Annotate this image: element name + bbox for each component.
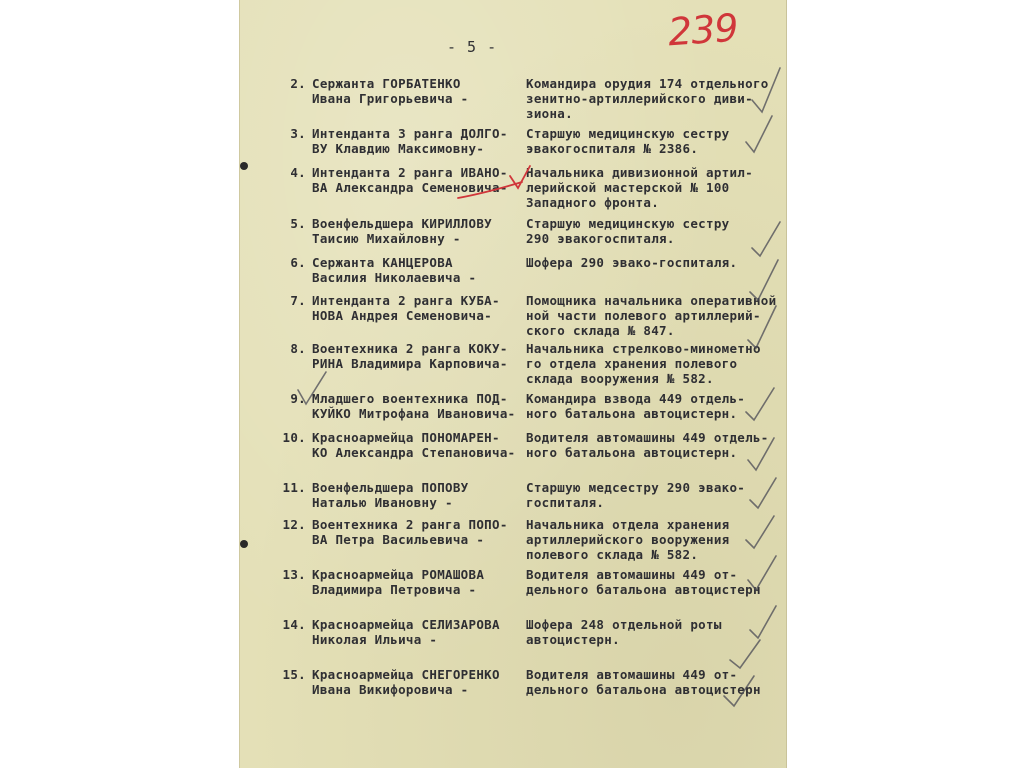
entry-number: 14. xyxy=(282,617,306,632)
recipient-line: Интенданта 3 ранга ДОЛГО- xyxy=(312,126,508,141)
entry-number: 12. xyxy=(282,517,306,532)
recipient-line: Сержанта КАНЦЕРОВА xyxy=(312,255,453,270)
position-line: эвакогоспиталя № 2386. xyxy=(526,141,699,156)
recipient-line: Красноармейца СНЕГОРЕНКО xyxy=(312,667,500,682)
recipient-line: Интенданта 2 ранга КУБА- xyxy=(312,293,500,308)
position-line: Водителя автомашины 449 от- xyxy=(526,667,738,682)
recipient-line: Ивана Викифоровича - xyxy=(312,682,469,697)
entry-number: 2. xyxy=(290,76,306,91)
check-mark xyxy=(724,676,754,706)
page-number: - 5 - xyxy=(447,38,498,56)
check-mark xyxy=(746,116,772,152)
position-line: артиллерийского вооружения xyxy=(526,532,730,547)
entry-number: 6. xyxy=(290,255,306,270)
check-mark xyxy=(750,478,776,508)
position-line: Командира взвода 449 отдель- xyxy=(526,391,746,406)
position-line: дельного батальона автоцистерн xyxy=(526,682,761,697)
position-line: 290 эвакогоспиталя. xyxy=(526,231,675,246)
recipient-line: Таисию Михайловну - xyxy=(312,231,461,246)
recipient-line: ВА Александра Семеновича- xyxy=(312,180,508,195)
position-line: Шофера 248 отдельной роты xyxy=(526,617,722,632)
position-line: полевого склада № 582. xyxy=(526,547,699,562)
position-line: автоцистерн. xyxy=(526,632,620,647)
entry-number: 3. xyxy=(290,126,306,141)
position-line: Старшую медсестру 290 эвако- xyxy=(526,480,746,495)
position-line: Помощника начальника оперативной xyxy=(526,293,777,308)
check-mark xyxy=(748,306,776,348)
recipient-line: Младшего воентехника ПОД- xyxy=(312,391,508,406)
position-line: Западного фронта. xyxy=(526,195,660,210)
archive-number-handwritten: 239 xyxy=(666,5,739,55)
recipient-line: РИНА Владимира Карповича- xyxy=(312,356,508,371)
recipient-line: Военфельдшера КИРИЛЛОВУ xyxy=(312,216,492,231)
check-mark xyxy=(746,388,774,420)
check-mark xyxy=(298,372,326,404)
recipient-line: Василия Николаевича - xyxy=(312,270,477,285)
position-line: Начальника стрелково-минометно xyxy=(526,341,761,356)
recipient-line: Наталью Ивановну - xyxy=(312,495,453,510)
red-underline xyxy=(458,182,522,198)
position-line: Водителя автомашины 449 от- xyxy=(526,567,738,582)
position-line: склада вооружения № 582. xyxy=(526,371,714,386)
position-line: Старшую медицинскую сестру xyxy=(526,216,730,231)
recipient-line: ВА Петра Васильевича - xyxy=(312,532,485,547)
recipient-line: НОВА Андрея Семеновича- xyxy=(312,308,492,323)
recipient-line: КО Александра Степановича- xyxy=(312,445,516,460)
entry-number: 10. xyxy=(282,430,306,445)
recipient-line: Воентехника 2 ранга ПОПО- xyxy=(312,517,508,532)
recipient-line: ВУ Клавдию Максимовну- xyxy=(312,141,485,156)
entry-number: 13. xyxy=(282,567,306,582)
position-line: ного батальона автоцистерн. xyxy=(526,445,738,460)
position-line: Начальника дивизионной артил- xyxy=(526,165,753,180)
position-line: зиона. xyxy=(526,106,573,121)
position-line: ного батальона автоцистерн. xyxy=(526,406,738,421)
position-line: ского склада № 847. xyxy=(526,323,675,338)
entry-number: 4. xyxy=(290,165,306,180)
position-line: Командира орудия 174 отдельного xyxy=(526,76,769,91)
check-mark xyxy=(752,222,780,256)
recipient-line: Николая Ильича - xyxy=(312,632,438,647)
position-line: лерийской мастерской № 100 xyxy=(526,180,730,195)
check-mark xyxy=(730,640,760,668)
position-line: зенитно-артиллерийского диви- xyxy=(526,91,753,106)
recipient-line: Военфельдшера ПОПОВУ xyxy=(312,480,469,495)
entry-number: 9. xyxy=(290,391,306,406)
position-line: дельного батальона автоцистерн xyxy=(526,582,761,597)
position-line: Водителя автомашины 449 отдель- xyxy=(526,430,769,445)
handwritten-marks xyxy=(240,0,786,768)
recipient-line: Красноармейца ПОНОМАРЕН- xyxy=(312,430,500,445)
check-mark xyxy=(748,438,774,470)
check-mark xyxy=(750,606,776,638)
recipient-line: Воентехника 2 ранга КОКУ- xyxy=(312,341,508,356)
check-mark xyxy=(746,516,774,548)
entry-number: 8. xyxy=(290,341,306,356)
position-line: Шофера 290 эвако-госпиталя. xyxy=(526,255,738,270)
recipient-line: КУЙКО Митрофана Ивановича- xyxy=(312,406,516,421)
recipient-line: Владимира Петровича - xyxy=(312,582,477,597)
entry-number: 15. xyxy=(282,667,306,682)
recipient-line: Ивана Григорьевича - xyxy=(312,91,469,106)
check-mark xyxy=(748,556,776,590)
document-page xyxy=(239,0,787,768)
check-mark xyxy=(750,260,778,300)
check-mark xyxy=(752,68,780,112)
position-line: Старшую медицинскую сестру xyxy=(526,126,730,141)
entry-number: 11. xyxy=(282,480,306,495)
recipient-line: Сержанта ГОРБАТЕНКО xyxy=(312,76,461,91)
recipient-line: Красноармейца РОМАШОВА xyxy=(312,567,485,582)
entry-number: 5. xyxy=(290,216,306,231)
recipient-line: Красноармейца СЕЛИЗАРОВА xyxy=(312,617,500,632)
position-line: госпиталя. xyxy=(526,495,605,510)
entry-number: 7. xyxy=(290,293,306,308)
position-line: го отдела хранения полевого xyxy=(526,356,738,371)
recipient-line: Интенданта 2 ранга ИВАНО- xyxy=(312,165,508,180)
position-line: Начальника отдела хранения xyxy=(526,517,730,532)
position-line: ной части полевого артиллерий- xyxy=(526,308,761,323)
